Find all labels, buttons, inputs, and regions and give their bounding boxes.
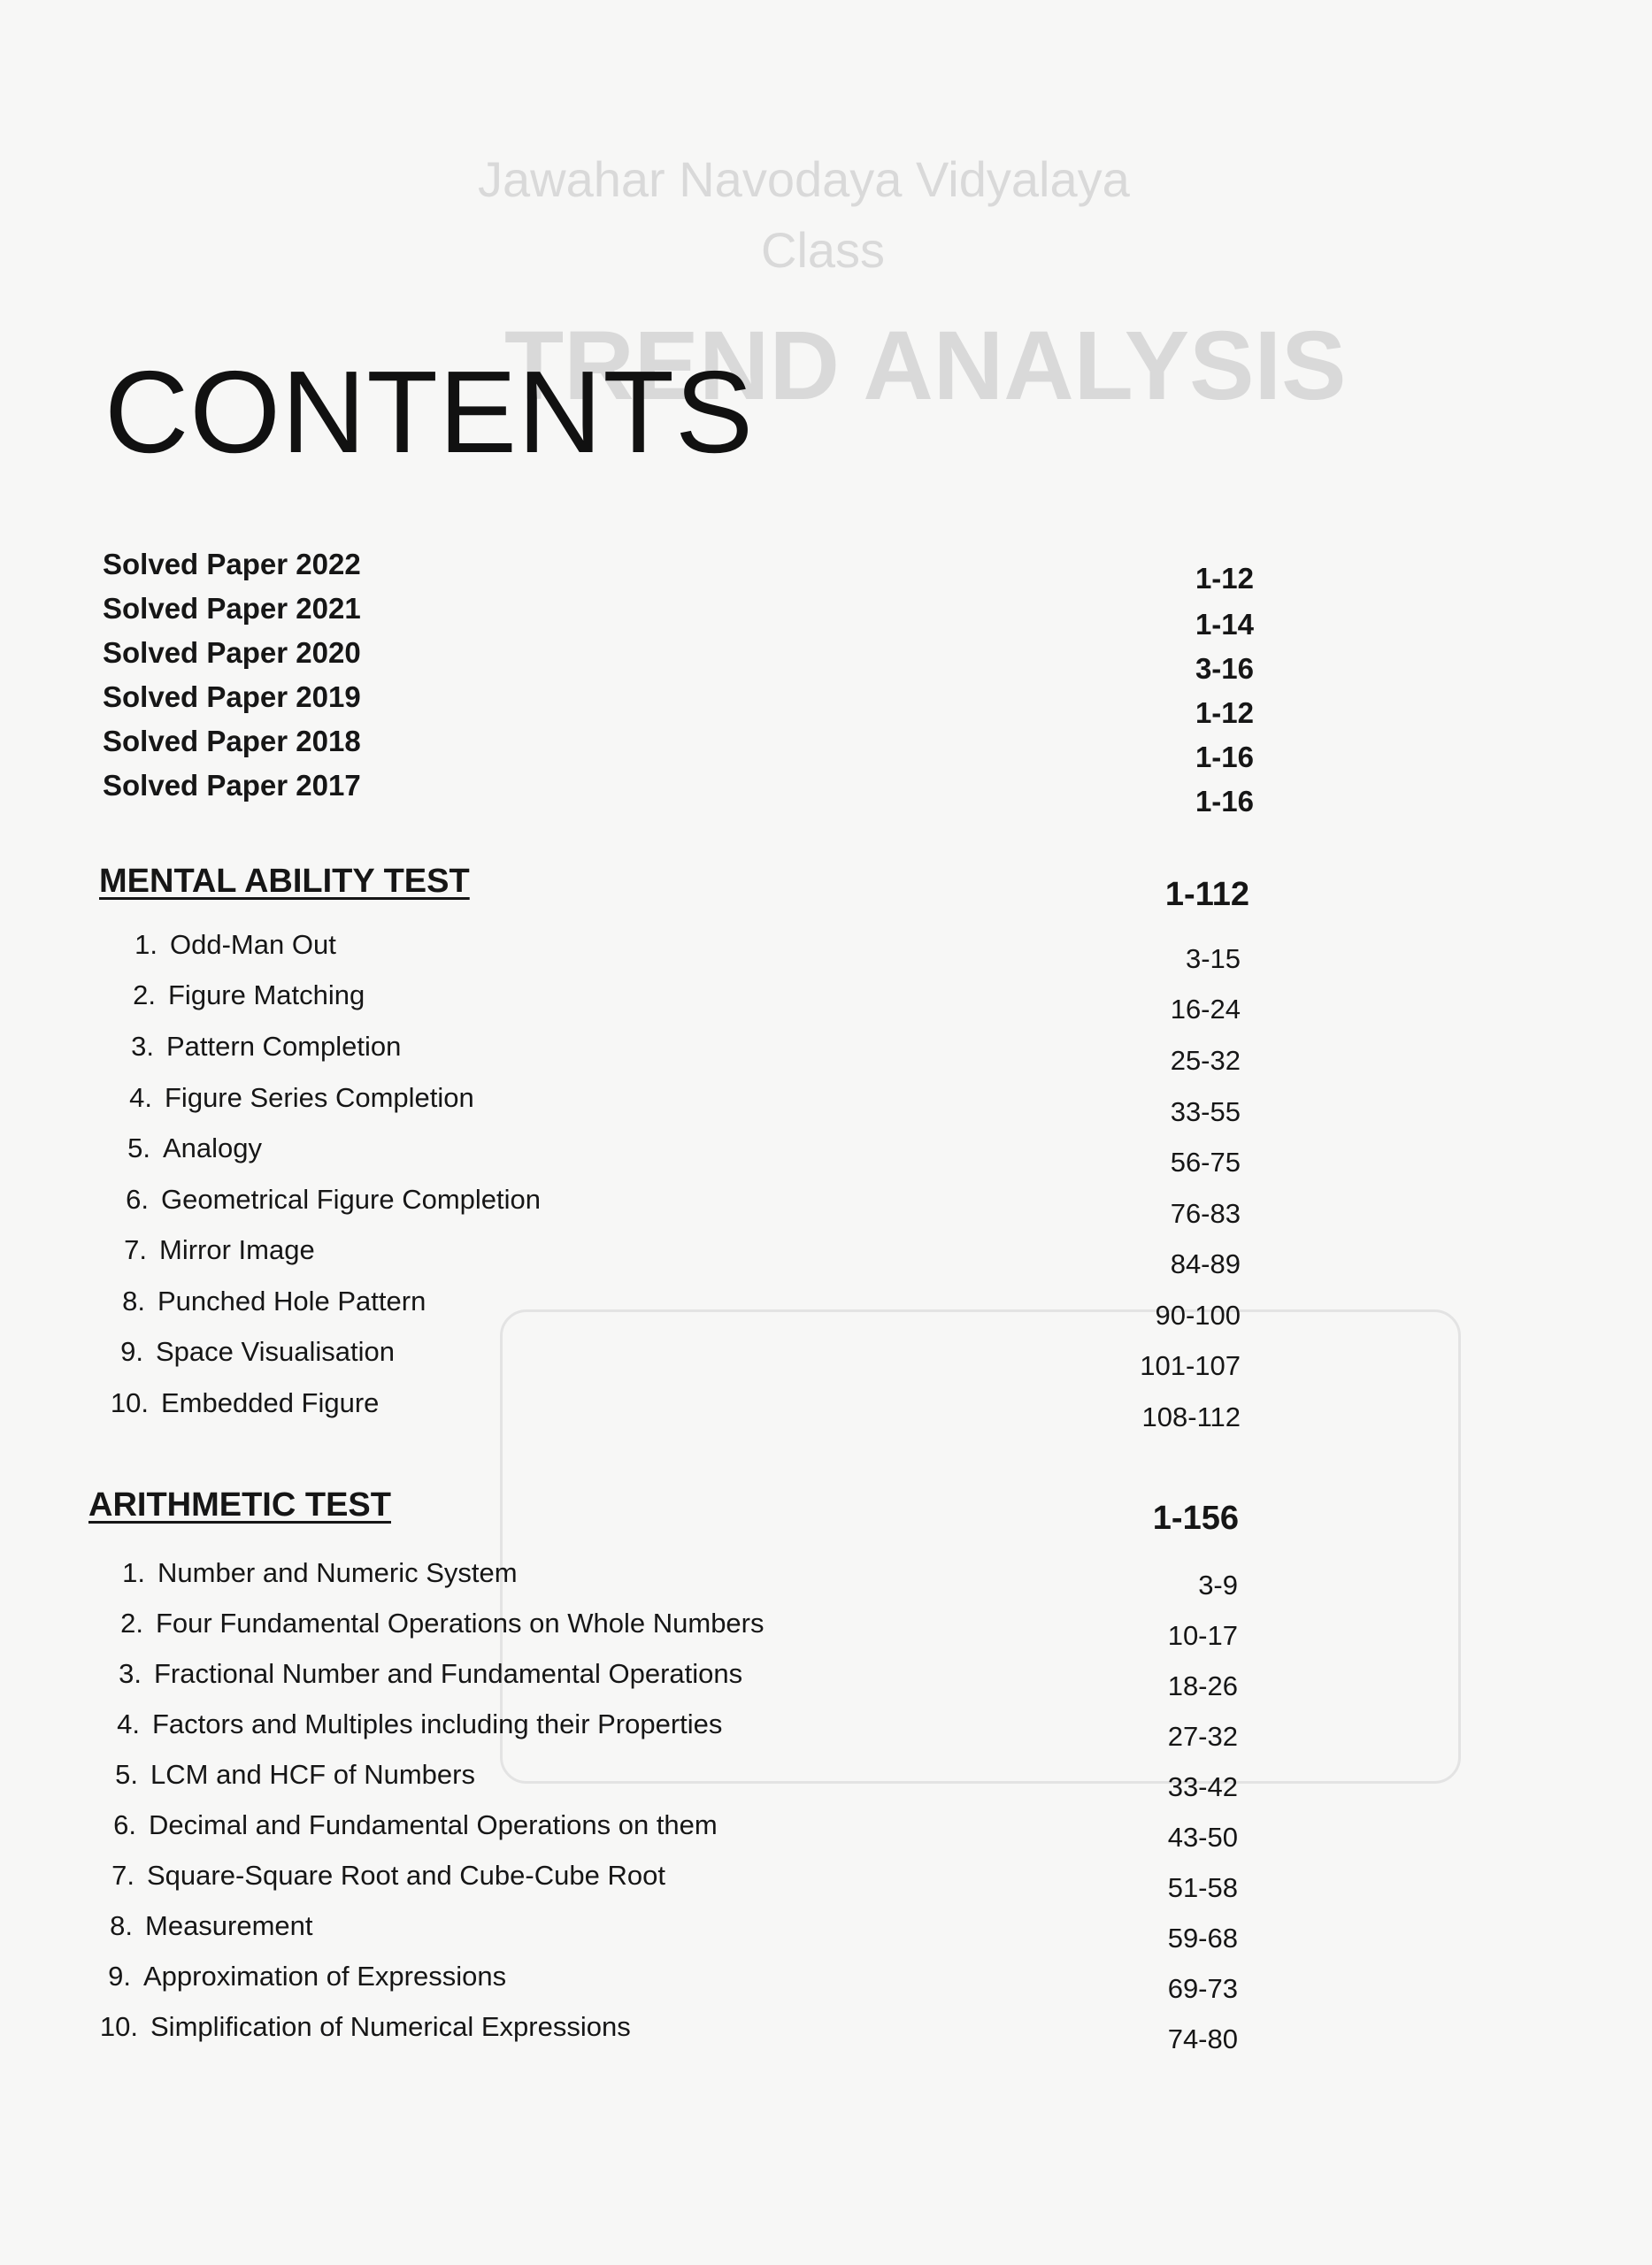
item-number: 8. (110, 1910, 133, 1941)
item-number: 7. (124, 1234, 147, 1265)
item-pages: 51-58 (1167, 1872, 1238, 1903)
item-number: 6. (113, 1809, 136, 1840)
solved-paper-pages: 1-16 (1195, 785, 1254, 818)
item-number: 9. (120, 1336, 143, 1367)
page-title: CONTENTS (104, 347, 754, 477)
item-number: 10. (99, 2011, 138, 2042)
solved-paper-pages: 3-16 (1195, 652, 1254, 685)
list-item (0, 1701, 1652, 1752)
item-label: Measurement (145, 1910, 313, 1941)
item-pages: 59-68 (1167, 1923, 1238, 1954)
item-pages: 69-73 (1167, 1973, 1238, 2004)
list-item (0, 2004, 1652, 2054)
item-label: LCM and HCF of Numbers (150, 1759, 475, 1790)
solved-paper-row (0, 631, 1652, 685)
item-number: 5. (127, 1132, 150, 1163)
item-label: Factors and Multiples including their Properties (152, 1708, 723, 1739)
list-item (0, 1651, 1652, 1701)
list-item (0, 1802, 1652, 1853)
solved-paper-row (0, 719, 1652, 773)
solved-paper-row (0, 764, 1652, 818)
item-label: Space Visualisation (156, 1336, 395, 1367)
solved-paper-label: Solved Paper 2022 (103, 548, 361, 580)
section-pages: 1-156 (1152, 1500, 1239, 1537)
item-label: Figure Matching (168, 979, 365, 1010)
list-item (0, 1903, 1652, 1954)
item-number: 1. (122, 1557, 145, 1588)
item-number: 10. (110, 1387, 149, 1418)
item-label: Decimal and Fundamental Operations on them (149, 1809, 718, 1840)
item-label: Fractional Number and Fundamental Operations (154, 1658, 743, 1689)
solved-paper-pages: 1-14 (1195, 608, 1254, 641)
item-pages: 33-42 (1167, 1771, 1238, 1802)
item-number: 6. (126, 1184, 149, 1215)
item-label: Geometrical Figure Completion (161, 1184, 542, 1215)
list-item (0, 1329, 1652, 1381)
item-label: Mirror Image (159, 1234, 315, 1265)
section-heading: MENTAL ABILITY TEST (99, 863, 470, 900)
item-number: 1. (134, 929, 158, 960)
section-heading: ARITHMETIC TEST (88, 1486, 391, 1524)
item-pages: 3-15 (1185, 943, 1241, 974)
solved-paper-label: Solved Paper 2021 (103, 592, 361, 625)
solved-paper-label: Solved Paper 2020 (103, 636, 361, 669)
section-pages: 1-112 (1164, 876, 1249, 913)
item-number: 5. (115, 1759, 138, 1790)
bleed-through-text: TREND ANALYSIS (504, 311, 1347, 420)
item-label: Simplification of Numerical Expressions (150, 2011, 631, 2042)
item-pages: 84-89 (1170, 1248, 1241, 1279)
list-item (0, 1752, 1652, 1802)
item-pages: 76-83 (1170, 1198, 1241, 1229)
item-label: Odd-Man Out (170, 929, 336, 960)
item-number: 3. (119, 1658, 142, 1689)
solved-paper-row (0, 542, 1652, 595)
solved-paper-row (0, 587, 1652, 641)
item-label: Four Fundamental Operations on Whole Numbers (156, 1608, 765, 1639)
list-item (0, 922, 1652, 974)
item-number: 4. (129, 1082, 152, 1113)
item-number: 7. (111, 1860, 134, 1891)
item-number: 9. (108, 1961, 131, 1992)
item-pages: 18-26 (1167, 1670, 1238, 1701)
list-item (0, 1550, 1652, 1601)
list-item (0, 1278, 1652, 1331)
item-pages: 43-50 (1167, 1822, 1238, 1853)
item-pages: 27-32 (1167, 1721, 1238, 1752)
item-number: 3. (131, 1031, 154, 1062)
list-item (0, 1125, 1652, 1178)
item-pages: 25-32 (1170, 1045, 1241, 1076)
solved-paper-label: Solved Paper 2018 (103, 725, 361, 757)
solved-paper-label: Solved Paper 2017 (103, 769, 361, 802)
list-item (0, 1177, 1652, 1229)
item-pages: 10-17 (1167, 1620, 1238, 1651)
list-item (0, 972, 1652, 1025)
solved-paper-pages: 1-16 (1195, 741, 1254, 773)
list-item (0, 1380, 1652, 1432)
bleed-through-text: Class (761, 222, 886, 278)
item-pages: 74-80 (1167, 2023, 1238, 2054)
list-item (0, 1954, 1652, 2004)
solved-paper-pages: 1-12 (1195, 696, 1254, 729)
solved-paper-pages: 1-12 (1195, 562, 1254, 595)
item-number: 4. (117, 1708, 140, 1739)
list-item (0, 1227, 1652, 1279)
item-label: Analogy (163, 1132, 263, 1163)
list-item (0, 1601, 1652, 1651)
item-label: Approximation of Expressions (143, 1961, 507, 1992)
item-label: Figure Series Completion (165, 1082, 474, 1113)
item-number: 2. (120, 1608, 143, 1639)
item-label: Number and Numeric System (158, 1557, 518, 1588)
item-pages: 101-107 (1140, 1350, 1241, 1381)
item-number: 8. (122, 1286, 145, 1317)
item-pages: 108-112 (1141, 1401, 1241, 1432)
list-item (0, 1853, 1652, 1903)
list-item (0, 1075, 1652, 1127)
item-pages: 90-100 (1155, 1300, 1241, 1331)
solved-paper-row (0, 675, 1652, 729)
item-label: Embedded Figure (161, 1387, 380, 1418)
solved-paper-label: Solved Paper 2019 (103, 680, 361, 713)
item-pages: 33-55 (1170, 1096, 1241, 1127)
list-item (0, 1024, 1652, 1076)
item-label: Square-Square Root and Cube-Cube Root (147, 1860, 665, 1891)
item-label: Punched Hole Pattern (158, 1286, 426, 1317)
bleed-through-text: Jawahar Navodaya Vidyalaya (478, 151, 1130, 207)
item-pages: 3-9 (1198, 1570, 1238, 1601)
item-label: Pattern Completion (166, 1031, 402, 1062)
item-number: 2. (133, 979, 156, 1010)
item-pages: 56-75 (1170, 1147, 1241, 1178)
item-pages: 16-24 (1170, 994, 1241, 1025)
